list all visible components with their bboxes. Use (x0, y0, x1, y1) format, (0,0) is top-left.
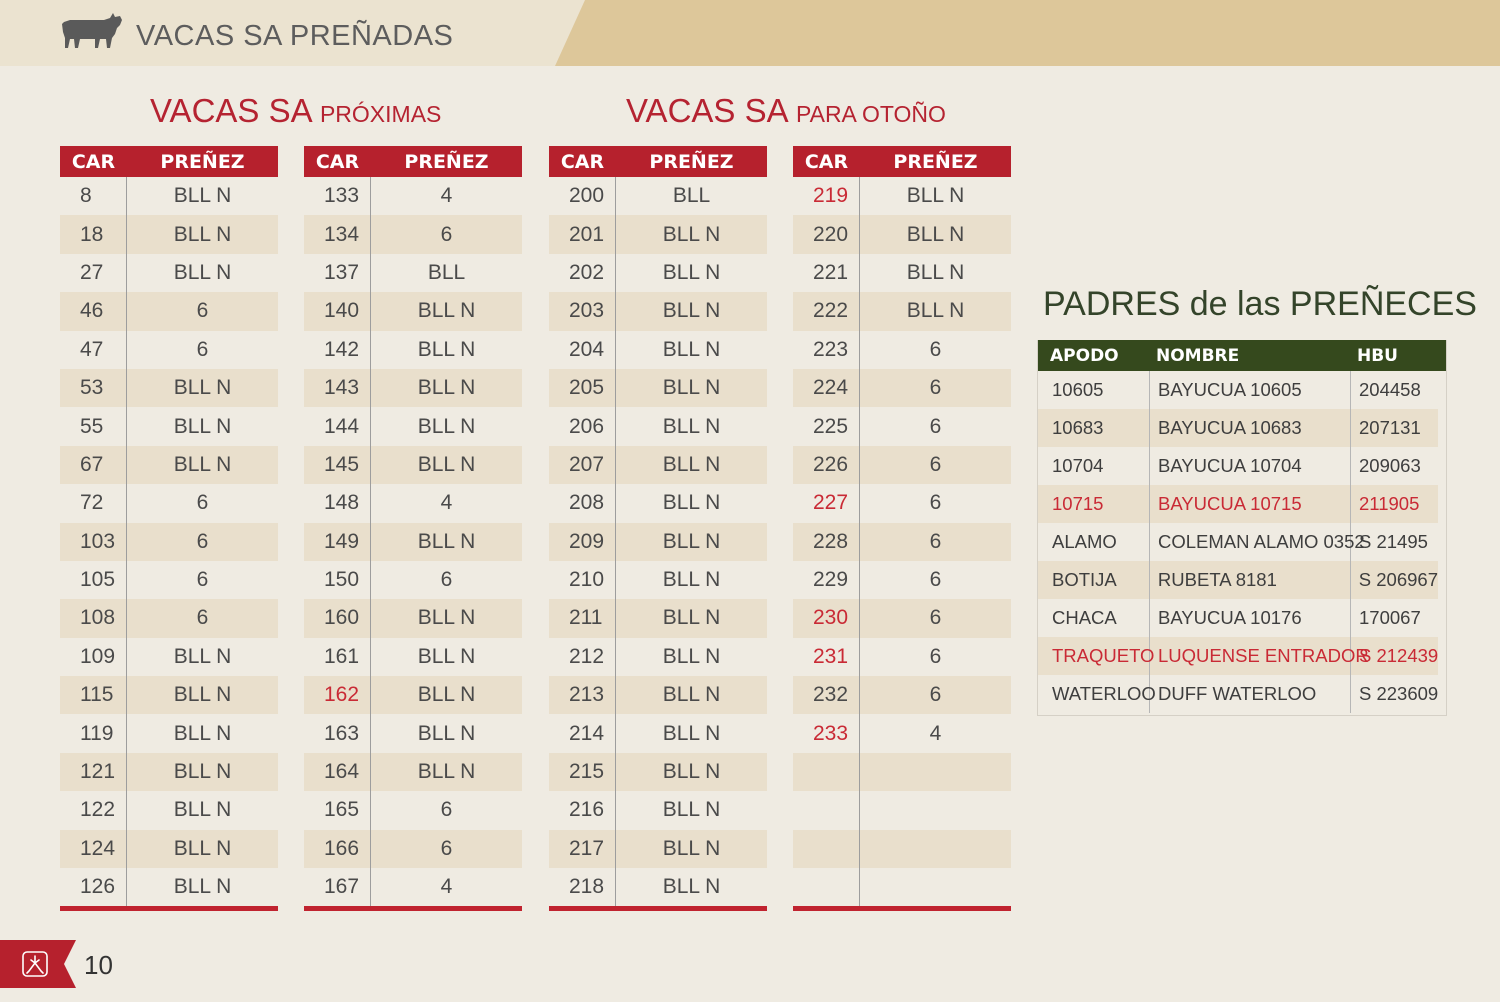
prenez-cell: 6 (929, 644, 942, 668)
car-cell: 148 (304, 484, 371, 522)
column-header-prenez: PREÑEZ (404, 150, 489, 173)
padres-table-header (1038, 340, 1446, 371)
table-row (60, 638, 278, 676)
padres-row (1038, 409, 1438, 447)
table-row (549, 638, 767, 676)
padres-row (1038, 371, 1446, 409)
nombre-cell: COLEMAN ALAMO 0352 (1150, 523, 1351, 561)
table-row (793, 753, 1011, 791)
prenez-cell: 4 (440, 875, 453, 899)
table-row (549, 484, 767, 522)
table-row (793, 215, 1011, 253)
prenez-cell: 6 (929, 529, 942, 553)
table-row (549, 714, 767, 752)
car-cell: 163 (304, 714, 371, 752)
car-cell: 121 (60, 753, 127, 791)
prenez-cell: BLL N (662, 836, 721, 860)
table-row (549, 523, 767, 561)
table-row (60, 523, 278, 561)
page-number: 10 (84, 950, 113, 980)
section-title-otono-big: VACAS SA (626, 92, 787, 129)
car-cell: 203 (549, 292, 616, 330)
table-row (304, 868, 522, 906)
table-row (549, 407, 767, 445)
prenez-cell: BLL N (417, 414, 476, 438)
car-cell: 115 (60, 676, 127, 714)
car-cell: 223 (793, 331, 860, 369)
table-row (793, 599, 1011, 637)
prenez-cell: BLL N (662, 260, 721, 284)
car-cell: 46 (60, 292, 127, 330)
table-row (793, 369, 1011, 407)
table-row (549, 215, 767, 253)
car-cell: 134 (304, 215, 371, 253)
table-row (304, 484, 522, 522)
apodo-cell: 10683 (1038, 409, 1150, 447)
prenez-cell: BLL N (417, 606, 476, 630)
hbu-cell: 209063 (1359, 455, 1421, 476)
hbu-cell: 170067 (1359, 607, 1421, 628)
prenez-cell: BLL N (173, 760, 232, 784)
car-cell: 233 (793, 714, 860, 752)
padres-row (1038, 675, 1446, 713)
table-row (304, 523, 522, 561)
car-cell: 209 (549, 523, 616, 561)
table-row (304, 446, 522, 484)
prenez-cell: 6 (929, 683, 942, 707)
table-header (60, 146, 278, 177)
apodo-cell: 10715 (1038, 485, 1150, 523)
nombre-cell: BAYUCUA 10176 (1150, 599, 1351, 637)
hbu-cell: 211905 (1359, 493, 1420, 514)
prenez-cell: BLL N (417, 760, 476, 784)
car-cell: 206 (549, 407, 616, 445)
table-row (549, 292, 767, 330)
prenez-cell: BLL N (417, 529, 476, 553)
table-row (60, 868, 278, 906)
table-row (60, 484, 278, 522)
prenez-cell: BLL N (173, 836, 232, 860)
table-row (549, 868, 767, 906)
table-row (549, 254, 767, 292)
apodo-cell: BOTIJA (1038, 561, 1150, 599)
table-row (549, 599, 767, 637)
car-cell: 225 (793, 407, 860, 445)
table-row (793, 292, 1011, 330)
table-row (304, 791, 522, 829)
prenez-cell: 4 (440, 491, 453, 515)
car-cell: 208 (549, 484, 616, 522)
branch-icon (22, 951, 48, 977)
prenez-cell: 6 (929, 568, 942, 592)
car-cell: 150 (304, 561, 371, 599)
table-row (304, 676, 522, 714)
table-row (304, 254, 522, 292)
prenez-cell: BLL N (173, 683, 232, 707)
table-row (304, 753, 522, 791)
car-cell: 210 (549, 561, 616, 599)
table-row (304, 638, 522, 676)
padres-table (1037, 340, 1447, 716)
prenez-cell: 6 (929, 337, 942, 361)
car-cell: 218 (549, 868, 616, 906)
prenez-cell: BLL (427, 260, 466, 284)
table-row (304, 599, 522, 637)
car-cell: 204 (549, 331, 616, 369)
table-row (60, 561, 278, 599)
table-row (304, 215, 522, 253)
prenez-cell: BLL N (662, 798, 721, 822)
prenez-cell: 6 (929, 491, 942, 515)
hbu-cell: S 223609 (1359, 683, 1439, 704)
prenez-cell: BLL N (173, 376, 232, 400)
prenez-cell: BLL N (662, 529, 721, 553)
car-cell: 142 (304, 331, 371, 369)
car-cell: 224 (793, 369, 860, 407)
car-cell: 229 (793, 561, 860, 599)
car-cell: 140 (304, 292, 371, 330)
cattle-table-3 (549, 146, 767, 911)
prenez-cell: 6 (196, 337, 209, 361)
car-cell (793, 753, 860, 791)
table-row (549, 791, 767, 829)
table-row (60, 177, 278, 215)
prenez-cell: BLL N (662, 606, 721, 630)
car-cell: 108 (60, 599, 127, 637)
hbu-cell: S 206967 (1358, 569, 1438, 590)
column-header-hbu: HBU (1357, 345, 1398, 366)
prenez-cell: BLL N (662, 875, 721, 899)
hbu-cell: 207131 (1359, 417, 1421, 438)
table-row (60, 714, 278, 752)
table-row (549, 561, 767, 599)
prenez-cell: BLL N (906, 260, 965, 284)
car-cell: 205 (549, 369, 616, 407)
prenez-cell: BLL N (417, 721, 476, 745)
table-row (549, 177, 767, 215)
apodo-cell: 10704 (1038, 447, 1150, 485)
prenez-cell: 4 (929, 721, 942, 745)
prenez-cell: 6 (929, 376, 942, 400)
table-row (304, 407, 522, 445)
table-row (60, 292, 278, 330)
table-row (304, 177, 522, 215)
prenez-cell: BLL N (662, 414, 721, 438)
car-cell: 8 (60, 177, 127, 215)
car-cell: 207 (549, 446, 616, 484)
table-row (793, 177, 1011, 215)
prenez-cell: BLL N (417, 452, 476, 476)
prenez-cell: 6 (196, 529, 209, 553)
section-title-proximas-big: VACAS SA (150, 92, 311, 129)
table-row (60, 254, 278, 292)
car-cell (793, 830, 860, 868)
padres-row (1038, 599, 1446, 637)
car-cell: 72 (60, 484, 127, 522)
padres-row (1038, 447, 1446, 485)
car-cell: 214 (549, 714, 616, 752)
car-cell: 18 (60, 215, 127, 253)
cow-icon (60, 10, 126, 54)
car-cell: 122 (60, 791, 127, 829)
table-row (549, 753, 767, 791)
prenez-cell: BLL N (662, 491, 721, 515)
table-row (793, 676, 1011, 714)
car-cell: 144 (304, 407, 371, 445)
car-cell (793, 868, 860, 906)
prenez-cell: BLL N (417, 683, 476, 707)
table-row (304, 830, 522, 868)
car-cell: 226 (793, 446, 860, 484)
apodo-cell: CHACA (1038, 599, 1150, 637)
page-header-title: VACAS SA PREÑADAS (136, 20, 454, 52)
section-title-otono (626, 92, 946, 133)
table-row (793, 714, 1011, 752)
car-cell: 160 (304, 599, 371, 637)
section-title-proximas-small: PRÓXIMAS (319, 101, 442, 127)
apodo-cell: WATERLOO (1038, 675, 1150, 713)
table-header (304, 146, 522, 177)
car-cell: 227 (793, 484, 860, 522)
car-cell: 137 (304, 254, 371, 292)
padres-row (1038, 485, 1438, 523)
car-cell: 215 (549, 753, 616, 791)
nombre-cell: RUBETA 8181 (1150, 561, 1351, 599)
hbu-cell: 204458 (1359, 379, 1421, 400)
table-row (549, 676, 767, 714)
car-cell: 119 (60, 714, 127, 752)
prenez-cell: BLL N (662, 222, 721, 246)
table-header (549, 146, 767, 177)
column-header-prenez: PREÑEZ (160, 150, 245, 173)
car-cell: 231 (793, 638, 860, 676)
car-cell: 167 (304, 868, 371, 906)
table-row (60, 676, 278, 714)
nombre-cell: LUQUENSE ENTRADOR (1150, 637, 1351, 675)
car-cell: 149 (304, 523, 371, 561)
car-cell: 212 (549, 638, 616, 676)
prenez-cell: BLL N (906, 299, 965, 323)
column-header-prenez: PREÑEZ (893, 150, 978, 173)
column-header-car: CAR (71, 150, 116, 173)
table-row (60, 215, 278, 253)
prenez-cell: 6 (929, 452, 942, 476)
car-cell: 126 (60, 868, 127, 906)
table-row (793, 407, 1011, 445)
prenez-cell: BLL N (173, 452, 232, 476)
car-cell: 53 (60, 369, 127, 407)
table-row (304, 561, 522, 599)
table-row (60, 331, 278, 369)
car-cell: 133 (304, 177, 371, 215)
table-row (549, 830, 767, 868)
prenez-cell: BLL N (173, 260, 232, 284)
section-title-otono-small: PARA OTOÑO (795, 101, 946, 127)
cattle-table-4 (793, 146, 1011, 911)
prenez-cell: 6 (196, 568, 209, 592)
car-cell: 201 (549, 215, 616, 253)
table-row (60, 791, 278, 829)
table-row (60, 407, 278, 445)
table-row (793, 254, 1011, 292)
car-cell: 222 (793, 292, 860, 330)
table-row (304, 292, 522, 330)
column-header-nombre: NOMBRE (1156, 345, 1240, 366)
prenez-cell: BLL N (906, 222, 965, 246)
car-cell: 161 (304, 638, 371, 676)
prenez-cell: BLL N (417, 299, 476, 323)
table-row (793, 830, 1011, 868)
column-header-car: CAR (560, 150, 605, 173)
padres-row (1038, 637, 1438, 675)
column-header-apodo: APODO (1050, 345, 1119, 366)
car-cell: 67 (60, 446, 127, 484)
prenez-cell: BLL N (662, 721, 721, 745)
car-cell: 232 (793, 676, 860, 714)
car-cell: 202 (549, 254, 616, 292)
padres-row (1038, 523, 1446, 561)
prenez-cell: BLL N (906, 184, 965, 208)
table-row (793, 868, 1011, 906)
car-cell: 124 (60, 830, 127, 868)
car-cell: 216 (549, 791, 616, 829)
table-row (793, 331, 1011, 369)
car-cell: 200 (549, 177, 616, 215)
table-row (793, 638, 1011, 676)
car-cell: 55 (60, 407, 127, 445)
apodo-cell: ALAMO (1038, 523, 1150, 561)
car-cell: 164 (304, 753, 371, 791)
car-cell: 103 (60, 523, 127, 561)
car-cell: 105 (60, 561, 127, 599)
prenez-cell: 6 (440, 568, 453, 592)
prenez-cell: 6 (440, 222, 453, 246)
table-row (549, 369, 767, 407)
column-header-car: CAR (315, 150, 360, 173)
table-row (793, 523, 1011, 561)
table-row (304, 331, 522, 369)
car-cell: 143 (304, 369, 371, 407)
table-row (549, 331, 767, 369)
cattle-table-2 (304, 146, 522, 911)
prenez-cell: BLL N (417, 644, 476, 668)
nombre-cell: BAYUCUA 10715 (1150, 485, 1351, 523)
prenez-cell: BLL N (662, 376, 721, 400)
hbu-cell: S 212439 (1359, 645, 1439, 666)
nombre-cell: BAYUCUA 10605 (1150, 371, 1351, 409)
table-row (549, 446, 767, 484)
cattle-table-1 (60, 146, 278, 911)
prenez-cell: 6 (440, 798, 453, 822)
table-row (60, 369, 278, 407)
car-cell: 219 (793, 177, 860, 215)
table-row (304, 369, 522, 407)
car-cell: 27 (60, 254, 127, 292)
car-cell: 221 (793, 254, 860, 292)
column-header-prenez: PREÑEZ (649, 150, 734, 173)
car-cell: 228 (793, 523, 860, 561)
section-title-proximas (150, 92, 441, 133)
prenez-cell: BLL (672, 184, 711, 208)
prenez-cell: BLL N (173, 222, 232, 246)
prenez-cell: 6 (440, 836, 453, 860)
car-cell (793, 791, 860, 829)
prenez-cell: BLL N (417, 337, 476, 361)
padres-title: PADRES de las PREÑECES (1043, 285, 1477, 323)
prenez-cell: 6 (929, 414, 942, 438)
car-cell: 211 (549, 599, 616, 637)
nombre-cell: BAYUCUA 10704 (1150, 447, 1351, 485)
table-row (793, 446, 1011, 484)
nombre-cell: DUFF WATERLOO (1150, 675, 1351, 713)
prenez-cell: BLL N (662, 644, 721, 668)
hbu-cell: S 21495 (1359, 531, 1428, 552)
prenez-cell: BLL N (173, 184, 232, 208)
prenez-cell: BLL N (173, 721, 232, 745)
table-row (304, 714, 522, 752)
prenez-cell: BLL N (662, 299, 721, 323)
prenez-cell: BLL N (173, 644, 232, 668)
prenez-cell: BLL N (662, 683, 721, 707)
table-row (60, 599, 278, 637)
prenez-cell: 4 (440, 184, 453, 208)
prenez-cell: BLL N (662, 452, 721, 476)
prenez-cell: BLL N (173, 798, 232, 822)
prenez-cell: 6 (196, 606, 209, 630)
car-cell: 217 (549, 830, 616, 868)
table-header (793, 146, 1011, 177)
prenez-cell: BLL N (173, 414, 232, 438)
table-row (60, 446, 278, 484)
nombre-cell: BAYUCUA 10683 (1150, 409, 1351, 447)
car-cell: 213 (549, 676, 616, 714)
prenez-cell: 6 (196, 299, 209, 323)
prenez-cell: BLL N (662, 568, 721, 592)
apodo-cell: 10605 (1038, 371, 1150, 409)
car-cell: 230 (793, 599, 860, 637)
prenez-cell: BLL N (173, 875, 232, 899)
car-cell: 162 (304, 676, 371, 714)
padres-row (1038, 561, 1438, 599)
car-cell: 166 (304, 830, 371, 868)
table-row (793, 561, 1011, 599)
apodo-cell: TRAQUETO (1038, 637, 1150, 675)
table-row (793, 484, 1011, 522)
table-row (60, 830, 278, 868)
table-row (793, 791, 1011, 829)
car-cell: 47 (60, 331, 127, 369)
car-cell: 145 (304, 446, 371, 484)
car-cell: 220 (793, 215, 860, 253)
car-cell: 109 (60, 638, 127, 676)
prenez-cell: BLL N (662, 760, 721, 784)
car-cell: 165 (304, 791, 371, 829)
prenez-cell: 6 (196, 491, 209, 515)
column-header-car: CAR (804, 150, 849, 173)
table-row (60, 753, 278, 791)
prenez-cell: BLL N (417, 376, 476, 400)
prenez-cell: 6 (929, 606, 942, 630)
prenez-cell: BLL N (662, 337, 721, 361)
